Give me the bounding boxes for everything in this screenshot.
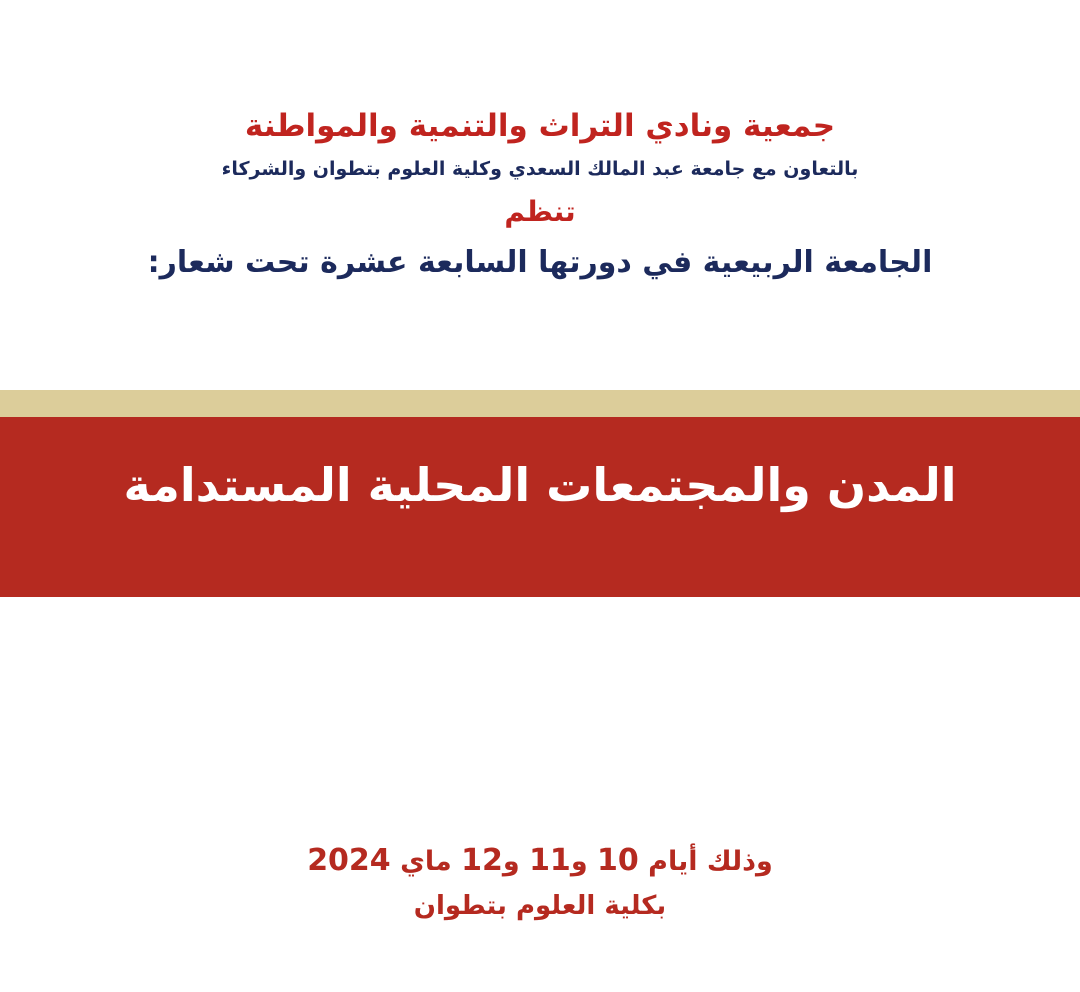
- event-dates: [0, 838, 1080, 885]
- organization-name: جمعية ونادي التراث والتنمية والمواطنة: [244, 108, 836, 144]
- organizes-label: تنظم: [504, 195, 576, 228]
- dates-prefix: وذلك أيام: [648, 846, 773, 877]
- partners-line: بالتعاون مع جامعة عبد المالك السعدي وكلية العلوم بتطوان والشركاء: [221, 158, 859, 180]
- day-1: 10: [597, 843, 639, 878]
- day-3: 12: [461, 843, 503, 878]
- theme-title: المدن والمجتمعات المحلية المستدامة: [123, 458, 957, 512]
- and-1: و: [570, 846, 588, 877]
- theme-banner: [0, 417, 1080, 597]
- event-venue: بكلية العلوم بتطوان: [413, 891, 667, 921]
- year: 2024: [307, 843, 391, 878]
- edition-line: الجامعة الربيعية في دورتها السابعة عشرة تحت شعار:: [147, 245, 933, 280]
- beige-stripe: [0, 390, 1080, 417]
- and-2: و: [502, 846, 520, 877]
- month: ماي: [400, 846, 452, 877]
- day-2: 11: [529, 843, 571, 878]
